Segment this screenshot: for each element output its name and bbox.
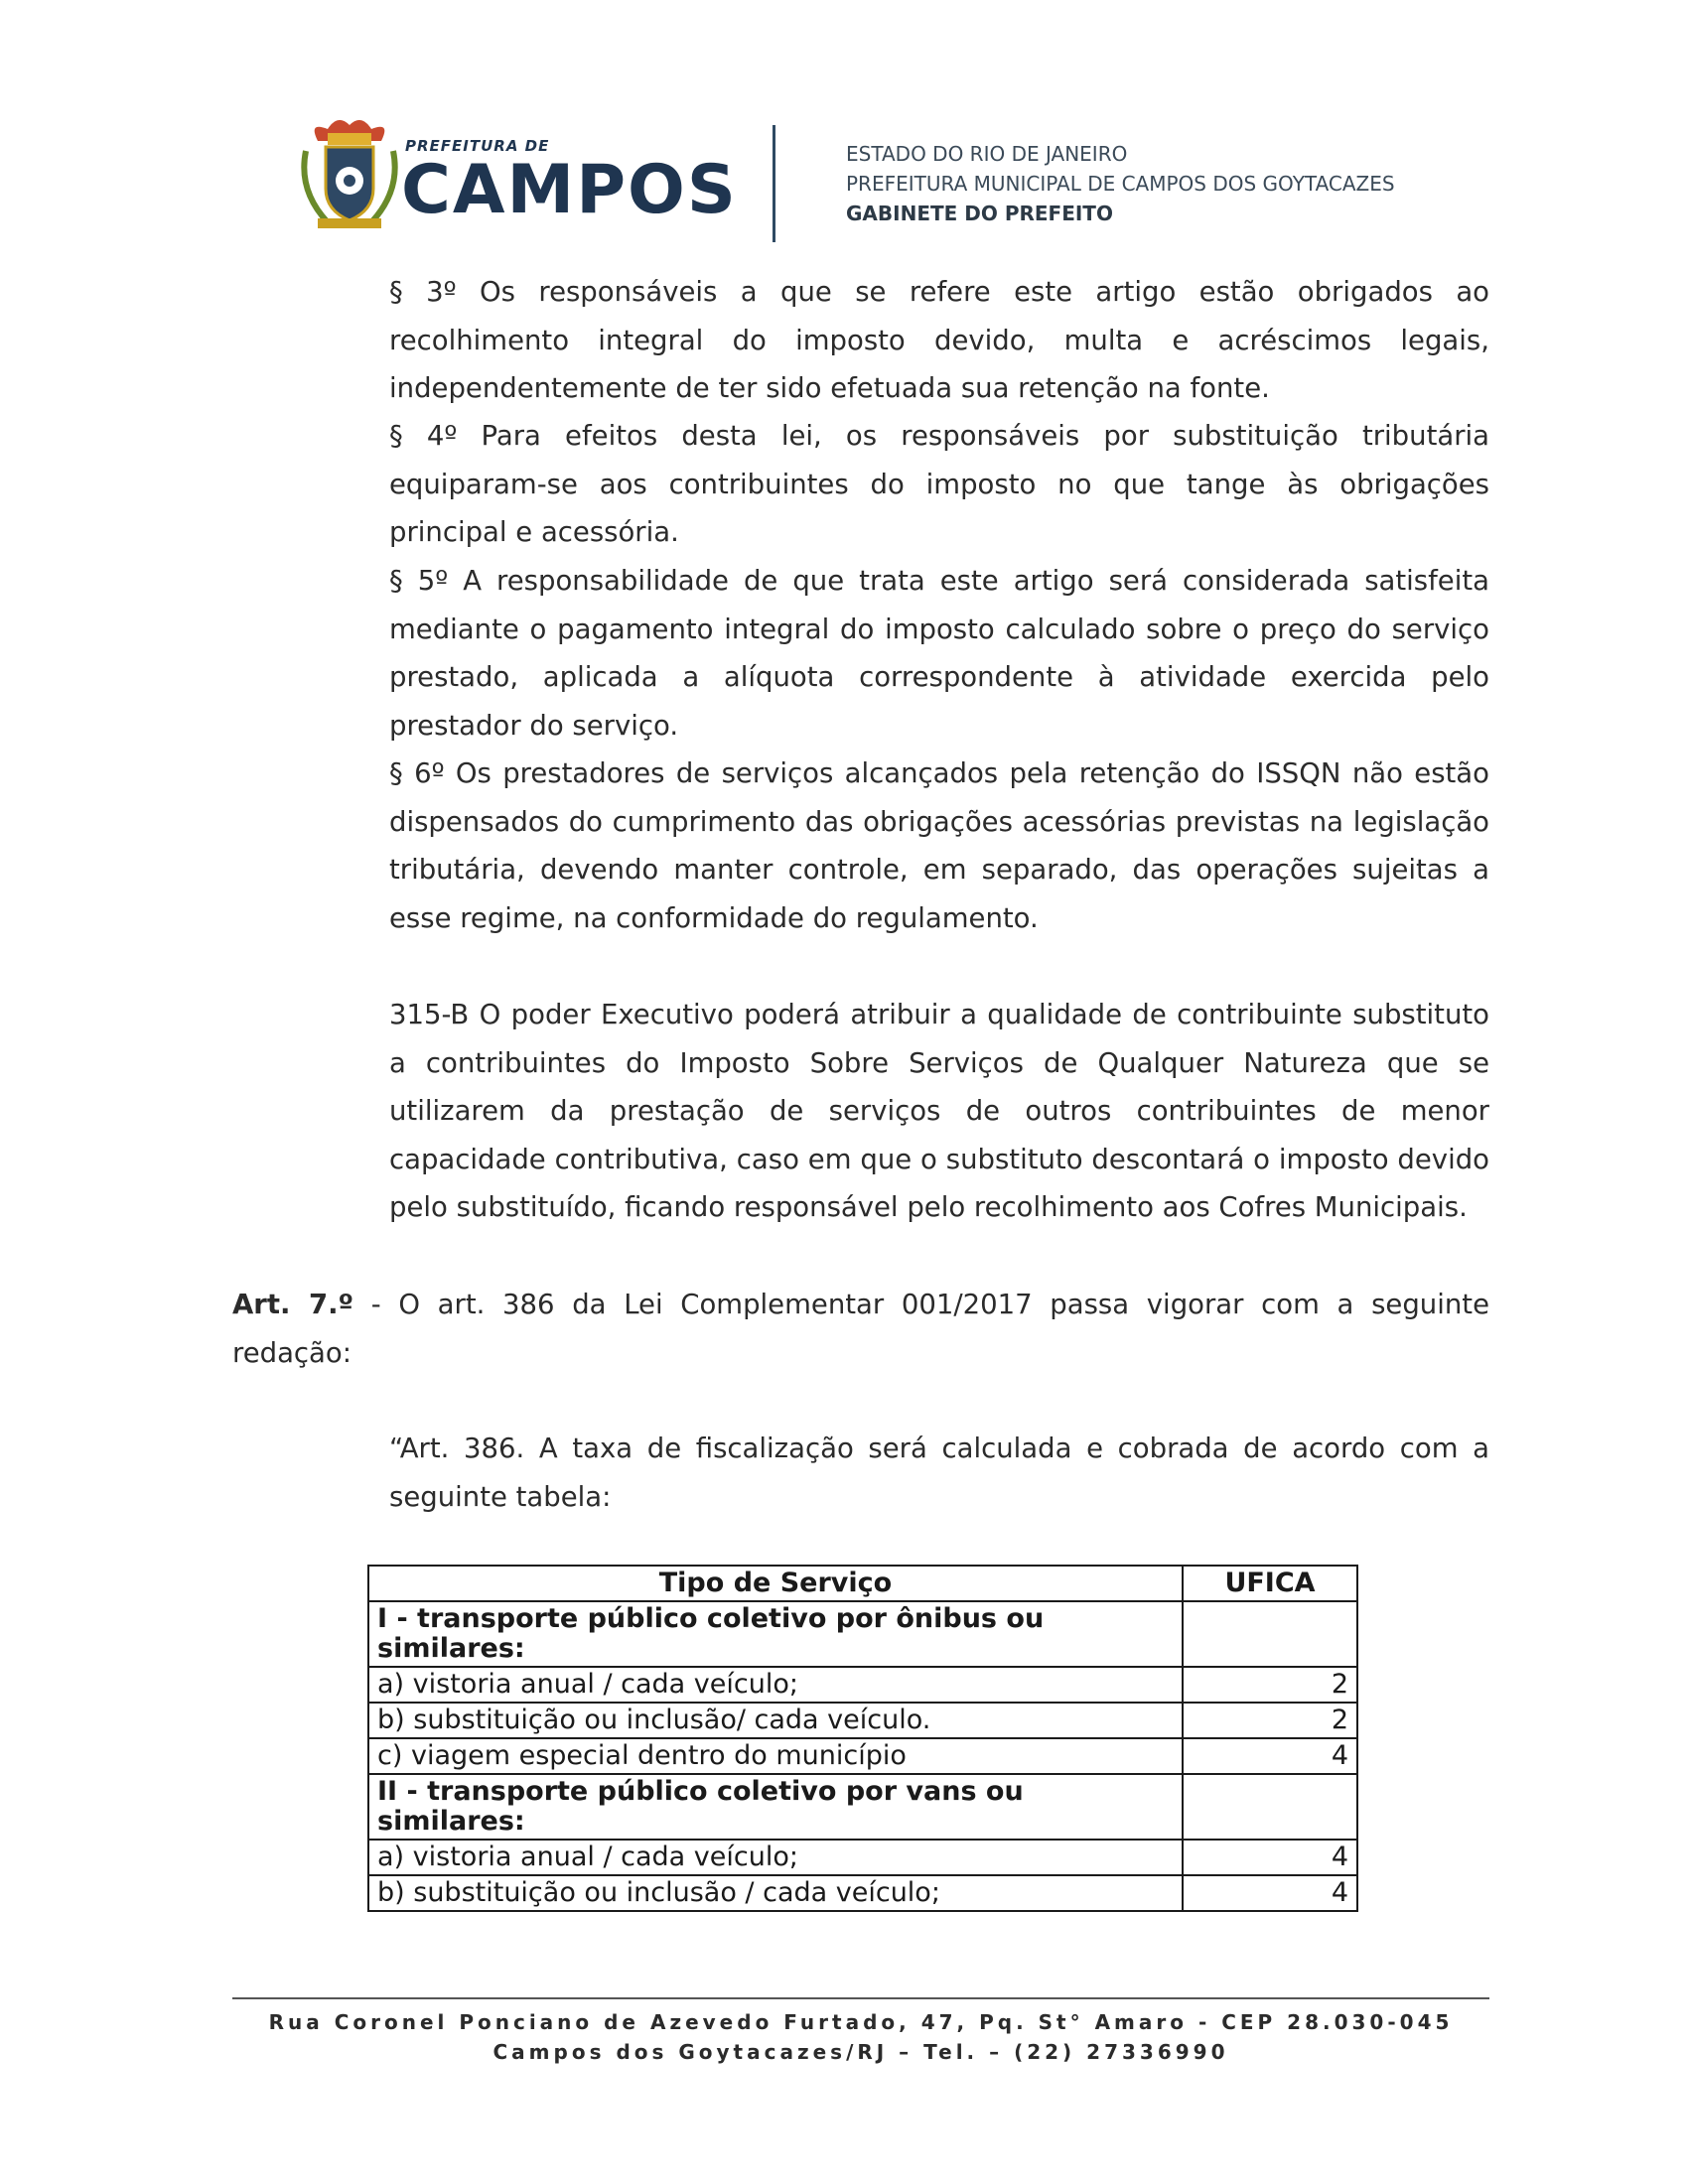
paragraph-3: § 3º Os responsáveis a que se refere este artigo estão obrigados ao recolhimento integral do imposto devido, multa e acréscimos legais, independentemente de ter sido efetuada sua retenção na fonte. <box>389 276 1489 404</box>
row-value: 4 <box>1183 1875 1357 1911</box>
fee-table <box>367 1565 1358 1912</box>
table-row <box>368 1738 1357 1774</box>
article-386: “Art. 386. A taxa de fiscalização será calculada e cobrada de acordo com a seguinte tabela: <box>389 1433 1489 1513</box>
column-header-ufica: UFICA <box>1183 1566 1357 1601</box>
table-header-row <box>368 1566 1357 1601</box>
row-value <box>1183 1601 1357 1667</box>
table-row <box>368 1601 1357 1667</box>
table-row <box>368 1840 1357 1875</box>
row-label: c) viagem especial dentro do município <box>368 1738 1183 1774</box>
row-label: a) vistoria anual / cada veículo; <box>368 1667 1183 1703</box>
row-value <box>1183 1774 1357 1840</box>
row-label: b) substituição ou inclusão/ cada veículo. <box>368 1703 1183 1738</box>
paragraph-5: § 5º A responsabilidade de que trata este artigo será considerada satisfeita mediante o pagamento integral do imposto calculado sobre o preço do serviço prestado, aplicada a alíquota correspondente à atividade exercida pelo prestador do serviço. <box>389 565 1489 742</box>
article-7-label: Art. 7.º <box>232 1289 354 1320</box>
row-label: I - transporte público coletivo por ônibus ou similares: <box>368 1601 1183 1667</box>
column-header-service: Tipo de Serviço <box>368 1566 1183 1601</box>
footer-divider <box>232 1997 1489 1999</box>
row-label: b) substituição ou inclusão / cada veículo; <box>368 1875 1183 1911</box>
table-row <box>368 1774 1357 1840</box>
row-value: 4 <box>1183 1840 1357 1875</box>
row-value: 4 <box>1183 1738 1357 1774</box>
article-7-text: - O art. 386 da Lei Complementar 001/2017 passa vigorar com a seguinte redação: <box>232 1289 1489 1369</box>
article-315b: 315-B O poder Executivo poderá atribuir a qualidade de contribuinte substituto a contribuintes do Imposto Sobre Serviços de Qualquer Natureza que se utilizarem da prestação de serviços de outros contribuintes de menor capacidade contributiva, caso em que o substituto descontará o imposto devido pelo substituído, ficando responsável pelo recolhimento aos Cofres Municipais. <box>389 999 1489 1223</box>
row-label: II - transporte público coletivo por vans ou similares: <box>368 1774 1183 1840</box>
brand-title: CAMPOS <box>401 151 738 229</box>
footer-address: Rua Coronel Ponciano de Azevedo Furtado, 47, Pq. St° Amaro - CEP 28.030-045 <box>268 2010 1454 2034</box>
gov-office: GABINETE DO PREFEITO <box>846 202 1113 225</box>
table-row <box>368 1875 1357 1911</box>
fee-table-container <box>367 1565 1360 1956</box>
row-value: 2 <box>1183 1703 1357 1738</box>
footer-contact: Campos dos Goytacazes/RJ – Tel. – (22) 27336990 <box>492 2040 1229 2064</box>
table-row <box>368 1703 1357 1738</box>
row-value: 2 <box>1183 1667 1357 1703</box>
gov-municipality: PREFEITURA MUNICIPAL DE CAMPOS DOS GOYTACAZES <box>846 172 1395 196</box>
paragraph-4: § 4º Para efeitos desta lei, os responsáveis por substituição tributária equiparam-se aos contribuintes do imposto no que tange às obrigações principal e acessória. <box>389 420 1489 548</box>
brand-subtitle: PREFEITURA DE <box>405 137 550 155</box>
row-label: a) vistoria anual / cada veículo; <box>368 1840 1183 1875</box>
article-7 <box>232 1281 1489 1377</box>
table-row <box>368 1667 1357 1703</box>
paragraph-6: § 6º Os prestadores de serviços alcançados pela retenção do ISSQN não estão dispensados do cumprimento das obrigações acessórias previstas na legislação tributária, devendo manter controle, em separado, das operações sujeitas a esse regime, na conformidade do regulamento. <box>389 757 1489 934</box>
gov-state: ESTADO DO RIO DE JANEIRO <box>846 142 1128 166</box>
